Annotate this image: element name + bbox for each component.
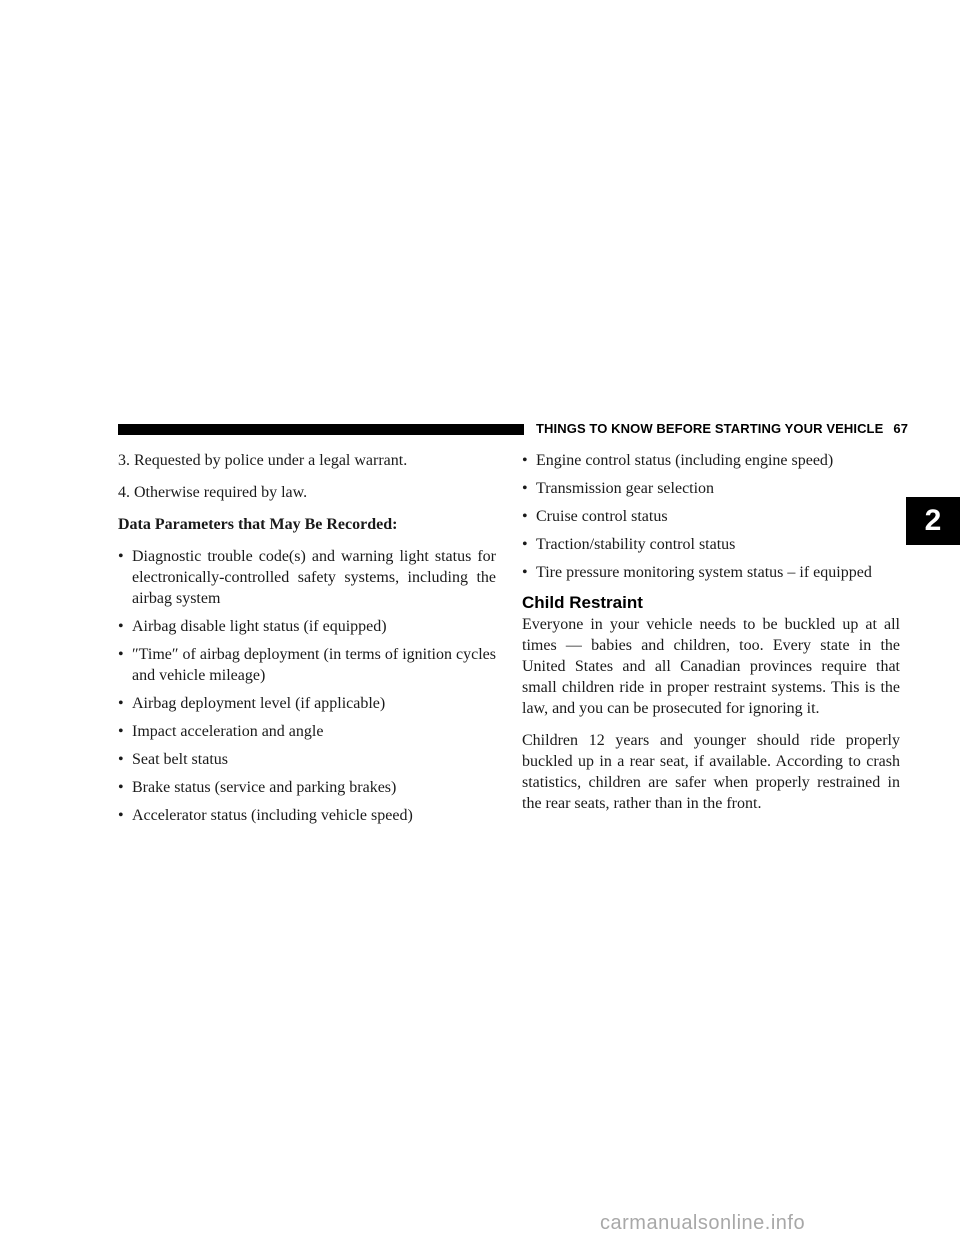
bullet-icon: •: [118, 646, 124, 663]
list-item: • Engine control status (including engine speed): [522, 452, 834, 469]
child-restraint-heading: Child Restraint: [522, 593, 643, 612]
body-paragraph: Everyone in your vehicle needs to be buckled up at all times — babies and children, too. Every state in the United States and all Canadian provinces require that small children ride in proper restraint systems. This is the law, and you can be prosecuted for ignoring it.: [522, 616, 900, 717]
bullet-icon: •: [522, 480, 528, 497]
data-parameters-list-continued: [522, 450, 900, 583]
data-parameters-heading: Data Parameters that May Be Recorded:: [118, 516, 398, 533]
bullet-icon: •: [522, 564, 528, 581]
list-item: • Diagnostic trouble code(s) and warning light status for electronically-controlled safety systems, including the airbag system: [118, 548, 496, 607]
bullet-icon: •: [118, 618, 124, 635]
bullet-icon: •: [522, 536, 528, 553]
list-item: • Transmission gear selection: [522, 480, 715, 497]
bullet-icon: •: [118, 751, 124, 768]
list-item: • Impact acceleration and angle: [118, 723, 324, 740]
list-item: • ″Time″ of airbag deployment (in terms of ignition cycles and vehicle mileage): [118, 646, 496, 684]
right-column: [522, 450, 900, 825]
bullet-icon: •: [118, 807, 124, 824]
running-header: [536, 421, 908, 436]
list-item: • Seat belt status: [118, 751, 228, 768]
bullet-icon: •: [118, 695, 124, 712]
list-item: • Traction/stability control status: [522, 536, 736, 553]
data-parameters-list: [118, 546, 496, 826]
bullet-icon: •: [522, 508, 528, 525]
bullet-icon: •: [118, 779, 124, 796]
body-paragraph: Children 12 years and younger should ride properly buckled up in a rear seat, if available. According to crash statistics, children are safer when properly restrained in the rear seats, rather than in the front.: [522, 732, 900, 812]
list-item: • Airbag disable light status (if equipped): [118, 618, 387, 635]
watermark: carmanualsonline.info: [600, 1212, 806, 1234]
bullet-icon: •: [522, 452, 528, 469]
section-title: THINGS TO KNOW BEFORE STARTING YOUR VEHICLE: [536, 421, 884, 436]
left-column: [118, 450, 496, 833]
chapter-tab: 2: [906, 497, 960, 545]
bullet-icon: •: [118, 548, 124, 565]
list-item: • Airbag deployment level (if applicable): [118, 695, 386, 712]
list-item: • Brake status (service and parking brakes): [118, 779, 397, 796]
page-number: 67: [893, 421, 909, 436]
list-item: • Cruise control status: [522, 508, 668, 525]
numbered-item: 4. Otherwise required by law.: [118, 484, 308, 501]
bullet-icon: •: [118, 723, 124, 740]
numbered-item: 3. Requested by police under a legal warrant.: [118, 452, 408, 469]
list-item: • Accelerator status (including vehicle speed): [118, 807, 413, 824]
list-item: • Tire pressure monitoring system status – if equipped: [522, 564, 872, 581]
header-rule: [118, 424, 524, 435]
